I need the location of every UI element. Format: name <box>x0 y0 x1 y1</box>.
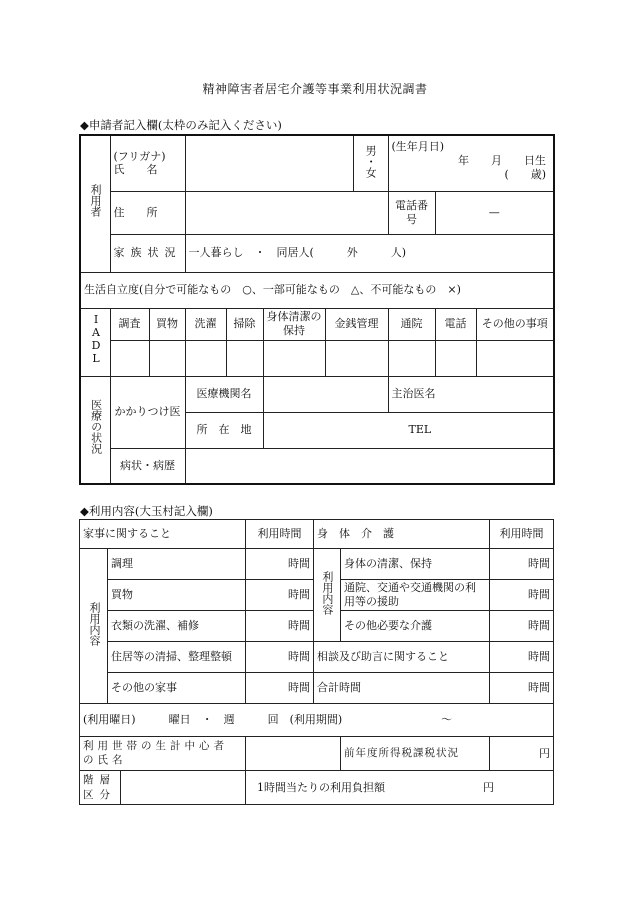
document-title: 精神障害者居宅介護等事業利用状況調書 <box>202 82 428 96</box>
household-label: 利用世帯の生計中心者の氏名 <box>80 737 246 771</box>
iadl-header-2: 洗濯 <box>185 308 226 340</box>
housework-item-0: 調理 <box>108 549 246 580</box>
iadl-header-8: その他の事項 <box>476 308 554 340</box>
per-hour-yen: 円 <box>483 780 494 794</box>
institution-label: 医療機関名 <box>185 376 263 412</box>
care-header: 身 体 介 護 <box>314 520 490 549</box>
phone-label: 電話番号 <box>388 191 435 234</box>
address-input[interactable] <box>185 191 388 234</box>
household-input[interactable] <box>246 737 341 771</box>
housework-hours-1[interactable]: 時間 <box>246 580 314 611</box>
iadl-input-5[interactable] <box>325 340 388 376</box>
gender-cell[interactable] <box>353 135 388 191</box>
location-input[interactable] <box>263 412 554 448</box>
family-label: 家族状況 <box>110 234 185 272</box>
per-hour-cell[interactable] <box>246 771 554 805</box>
housework-hours-4[interactable]: 時間 <box>246 673 314 704</box>
iadl-header-4: 身体清潔の保持 <box>263 308 325 340</box>
section2-heading: ◆利用内容(大玉村記入欄) <box>80 504 213 518</box>
care-item-1: 通院、交通や交通機関の利用等の援助 <box>341 580 490 611</box>
care-hours-0[interactable]: 時間 <box>490 549 554 580</box>
self-reliance-legend: 生活自立度(自分で可能なもの ○、一部可能なもの △、不可能なもの ×) <box>80 272 554 308</box>
iadl-header-5: 金銭管理 <box>325 308 388 340</box>
housework-header: 家事に関すること <box>80 520 246 549</box>
tax-label: 前年度所得税課税状況 <box>341 737 490 771</box>
applicant-table <box>79 134 555 485</box>
tier-cell <box>80 771 246 805</box>
iadl-input-7[interactable] <box>435 340 476 376</box>
iadl-input-4[interactable] <box>263 340 325 376</box>
iadl-input-3[interactable] <box>226 340 263 376</box>
iadl-header-6: 通院 <box>388 308 435 340</box>
care-time-header: 利用時間 <box>490 520 554 549</box>
usage-label-cell <box>80 549 108 704</box>
iadl-input-1[interactable] <box>149 340 185 376</box>
care-item-0: 身体の清潔、保持 <box>341 549 490 580</box>
illness-input[interactable] <box>185 448 554 484</box>
user-label: 利用者 <box>89 184 103 218</box>
institution-input[interactable] <box>263 376 388 412</box>
birth-cell[interactable] <box>388 135 554 191</box>
housework-item-3: 住居等の清掃、整理整頓 <box>108 642 246 673</box>
consult-hours[interactable]: 時間 <box>490 642 554 673</box>
care-usage-label: 利用内容 <box>320 571 334 616</box>
name-label: 氏 名 <box>113 163 158 177</box>
iadl-input-0[interactable] <box>110 340 149 376</box>
total-hours[interactable]: 時間 <box>490 673 554 704</box>
address-label: 住 所 <box>110 191 185 234</box>
birth-format: 年 月 日生 <box>458 153 547 167</box>
iadl-input-2[interactable] <box>185 340 226 376</box>
chief-doctor-cell[interactable] <box>388 376 554 412</box>
medical-label-cell <box>80 376 110 484</box>
usage-label: 利用内容 <box>87 602 101 647</box>
housework-item-4: その他の家事 <box>108 673 246 704</box>
name-input[interactable] <box>185 135 353 191</box>
age-format: ( 歳) <box>504 167 547 181</box>
tier-input[interactable] <box>121 771 245 804</box>
time-header: 利用時間 <box>246 520 314 549</box>
iadl-header-3: 掃除 <box>226 308 263 340</box>
medical-label: 医療の状況 <box>89 398 103 454</box>
furigana-label: (フリガナ) <box>113 149 166 163</box>
tax-input[interactable]: 円 <box>490 737 554 771</box>
iadl-header-0: 調査 <box>110 308 149 340</box>
phone-input[interactable]: — <box>435 191 554 234</box>
tier-label: 階層区分 <box>80 771 121 804</box>
care-usage-label-cell <box>314 549 341 642</box>
housework-item-1: 買物 <box>108 580 246 611</box>
total-label: 合計時間 <box>314 673 490 704</box>
family-value[interactable]: 一人暮らし ・ 同居人( 外 人) <box>185 234 554 272</box>
housework-hours-0[interactable]: 時間 <box>246 549 314 580</box>
iadl-input-6[interactable] <box>388 340 435 376</box>
iadl-header-1: 買物 <box>149 308 185 340</box>
name-label-cell <box>110 135 185 191</box>
care-hours-2[interactable]: 時間 <box>490 611 554 642</box>
doctor-label: かかりつけ医 <box>110 376 185 448</box>
housework-item-2: 衣類の洗濯、補修 <box>108 611 246 642</box>
care-hours-1[interactable]: 時間 <box>490 580 554 611</box>
per-hour-label: 1時間当たりの利用負担額 <box>257 780 385 794</box>
consult-label: 相談及び助言に関すること <box>314 642 490 673</box>
section1-heading: ◆申請者記入欄(太枠のみ記入ください) <box>80 118 282 132</box>
location-label: 所 在 地 <box>185 412 263 448</box>
iadl-input-8[interactable] <box>476 340 554 376</box>
tel-label: TEL <box>408 423 432 437</box>
gender-label: 男・女 <box>364 145 378 179</box>
illness-label: 病状・病歴 <box>110 448 185 484</box>
usage-days-row[interactable]: (利用曜日) 曜日 ・ 週 回 (利用期間) 〜 <box>80 704 554 737</box>
housework-hours-2[interactable]: 時間 <box>246 611 314 642</box>
chief-doctor-label: 主治医名 <box>391 387 436 401</box>
usage-table <box>79 519 554 805</box>
iadl-header-7: 電話 <box>435 308 476 340</box>
user-label-cell <box>80 135 110 272</box>
care-item-2: その他必要な介護 <box>341 611 490 642</box>
birth-label: (生年月日) <box>391 140 445 153</box>
iadl-label: IADL <box>89 313 103 366</box>
iadl-label-cell <box>80 308 110 376</box>
housework-hours-3[interactable]: 時間 <box>246 642 314 673</box>
